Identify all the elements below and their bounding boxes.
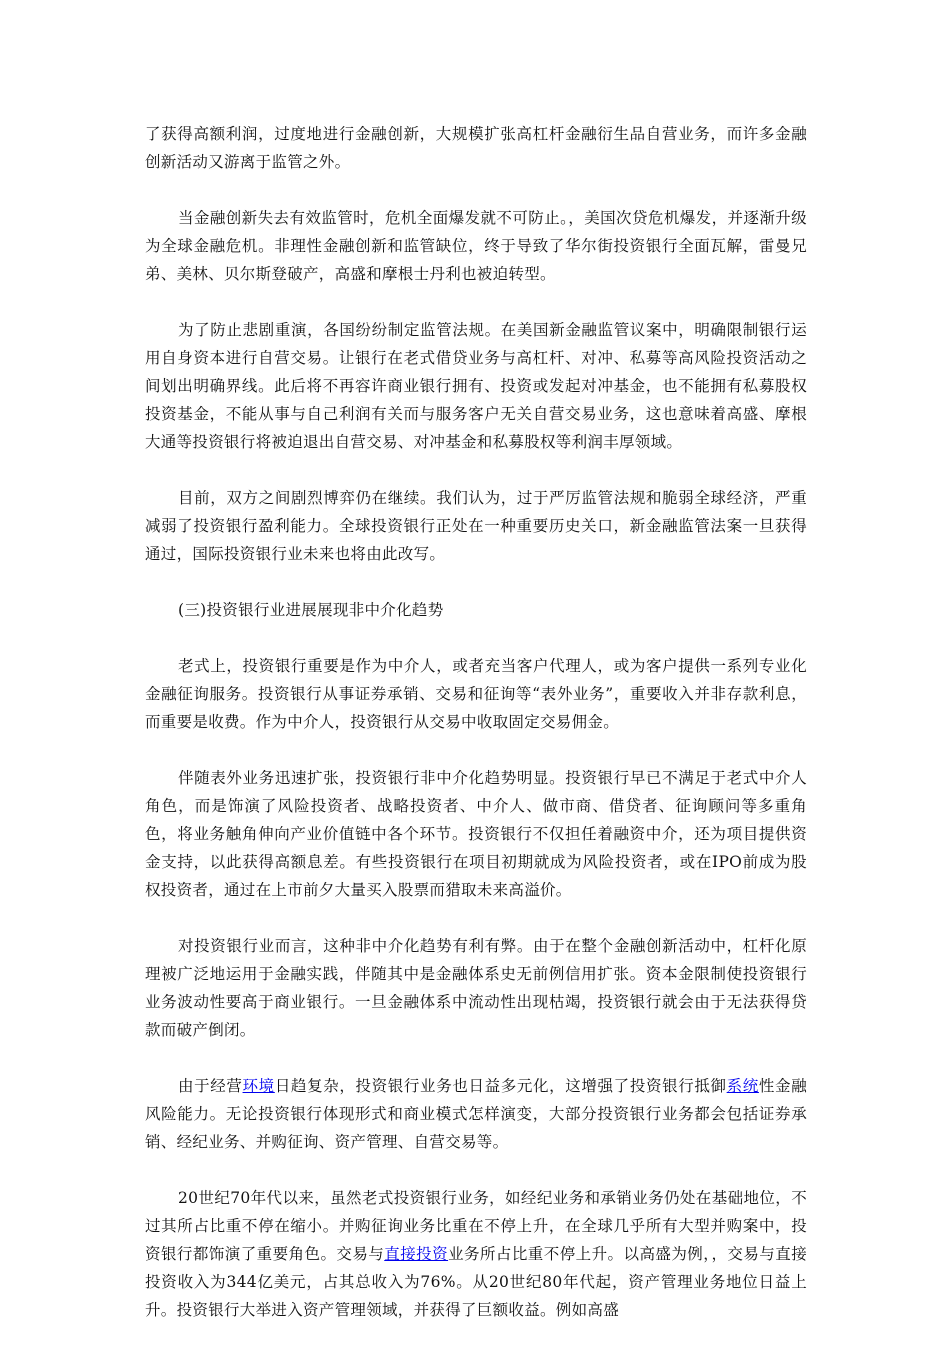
- paragraph-regulation: 为了防止悲剧重演，各国纷纷制定监管法规。在美国新金融监管议案中，明确限制银行运用自身资本进行自营交易。让银行在老式借贷业务与高杠杆、对冲、私募等高风险投资活动之间划出明确界线。此后将不再容许商业银行拥有、投资或发起对冲基金，也不能拥有私募股权投资基金，不能从事与自己利润有关而与服务客户无关自营交易业务，这也意味着高盛、摩根大通等投资银行将被迫退出自营交易、对冲基金和私募股权等利润丰厚领域。: [145, 321, 807, 451]
- text-segment: 由于经营: [178, 1077, 243, 1095]
- link-system[interactable]: 系统: [726, 1077, 759, 1095]
- link-environment[interactable]: 环境: [242, 1077, 275, 1095]
- paragraph-current-game: 目前，双方之间剧烈博弈仍在继续。我们认为，过于严厉监管法规和脆弱全球经济，严重减弱了投资银行盈利能力。全球投资银行正处在一种重要历史关口，新金融监管法案一旦获得通过，国际投资银行业未来也将由此改写。: [145, 489, 807, 563]
- paragraph-financial-innovation: 了获得高额利润，过度地进行金融创新，大规模扩张高杠杆金融衍生品自营业务，而许多金融创新活动又游离于监管之外。: [145, 125, 807, 171]
- paragraph-traditional-intermediary: 老式上，投资银行重要是作为中介人，或者充当客户代理人，或为客户提供一系列专业化金融征询服务。投资银行从事证券承销、交易和征询等“表外业务”，重要收入并非存款利息，而重要是收费。作为中介人，投资银行从交易中收取固定交易佣金。: [145, 657, 807, 731]
- paragraph-business-trends: [145, 1184, 807, 1324]
- paragraph-pros-cons: 对投资银行业而言，这种非中介化趋势有利有弊。由于在整个金融创新活动中，杠杆化原理被广泛地运用于金融实践，伴随其中是金融体系史无前例信用扩张。资本金限制使投资银行业务波动性要高于商业银行。一旦金融体系中流动性出现枯竭，投资银行就会由于无法获得贷款而破产倒闭。: [145, 937, 807, 1039]
- paragraph-crisis-outbreak: 当金融创新失去有效监管时，危机全面爆发就不可防止。，美国次贷危机爆发，并逐渐升级为全球金融危机。非理性金融创新和监管缺位，终于导致了华尔街投资银行全面瓦解，雷曼兄弟、美林、贝尔斯登破产，高盛和摩根士丹利也被迫转型。: [145, 209, 807, 283]
- text-segment: 日趋复杂，投资银行业务也日益多元化，这增强了投资银行抵御: [274, 1077, 727, 1095]
- text-segment: 业务所占比重不停上升。以高盛为例，，交易与直接投资收入为344亿美元，占其总收入为76%。从20世纪80年代起，资产管理业务地位日益上升。投资银行大举进入资产管理领域，并获得了巨额收益。例如高盛: [145, 1245, 808, 1319]
- section-heading-disintermediation: (三)投资银行业进展展现非中介化趋势: [178, 601, 444, 619]
- paragraph-diversification: [145, 1072, 807, 1156]
- text-segment: 性金融风险能力。无论投资银行体现形式和商业模式怎样演变，大部分投资银行业务都会包括证券承销、经纪业务、并购征询、资产管理、自营交易等。: [145, 1077, 807, 1151]
- link-direct-investment[interactable]: 直接投资: [384, 1245, 449, 1263]
- document-body: [145, 120, 807, 1352]
- paragraph-off-balance-expansion: 伴随表外业务迅速扩张，投资银行非中介化趋势明显。投资银行早已不满足于老式中介人角色，而是饰演了风险投资者、战略投资者、中介人、做市商、借贷者、征询顾问等多重角色，将业务触角伸向产业价值链中各个环节。投资银行不仅担任着融资中介，还为项目提供资金支持，以此获得高额息差。有些投资银行在项目初期就成为风险投资者，或在IPO前成为股权投资者，通过在上市前夕大量买入股票而猎取未来高溢价。: [145, 769, 807, 899]
- text-segment: 20世纪70年代以来，虽然老式投资银行业务，如经纪业务和承销业务仍处在基础地位，不过其所占比重不停在缩小。并购征询业务比重在不停上升，在全球几乎所有大型并购案中，投资银行都饰演了重要角色。交易与: [145, 1189, 807, 1263]
